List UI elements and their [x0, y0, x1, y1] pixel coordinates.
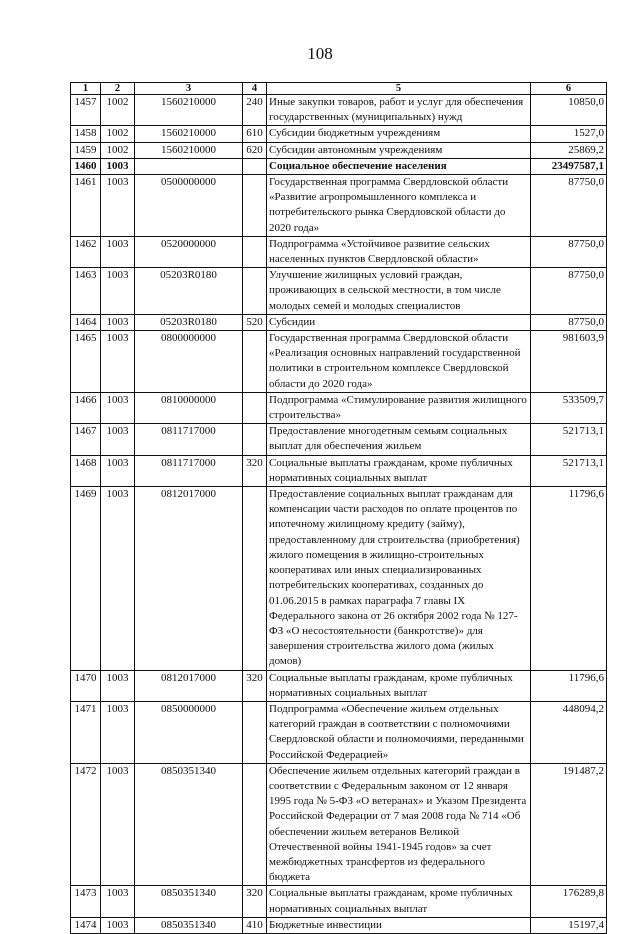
- row-number-cell: 1472: [71, 763, 101, 886]
- table-row: [71, 142, 607, 158]
- target-article-cell: 1560210000: [135, 126, 243, 142]
- section-code-cell: 1003: [101, 763, 135, 886]
- table-row: [71, 487, 607, 670]
- expense-type-cell: [243, 175, 267, 237]
- table-row: [71, 314, 607, 330]
- column-header: 3: [135, 83, 243, 95]
- expense-type-cell: [243, 236, 267, 267]
- item-name-cell: Предоставление социальных выплат гражданам для компенсации части расходов по оплате процентов по ипотечному жилищному кредиту (займу), предоставленному для строительства (приобретения) жилого помещения в жилищно-строительных кооперативах или иных специализированных потребительских кооперативах, созданных до 01.06.2015 в рамках параграфа 7 главы IX Федерального закона от 26 октября 2002 года № 127-ФЗ «О несостоятельности (банкротстве)» для завершения строительства жилого дома (жилых домов): [267, 487, 531, 670]
- target-article-cell: 0812017000: [135, 487, 243, 670]
- item-name-cell: Иные закупки товаров, работ и услуг для обеспечения государственных (муниципальных) нужд: [267, 95, 531, 126]
- amount-cell: 533509,7: [531, 392, 607, 423]
- section-code-cell: 1002: [101, 95, 135, 126]
- column-header: 4: [243, 83, 267, 95]
- target-article-cell: 0850351340: [135, 917, 243, 933]
- section-code-cell: 1003: [101, 424, 135, 455]
- budget-table: [70, 82, 607, 934]
- table-row: [71, 424, 607, 455]
- section-code-cell: 1002: [101, 126, 135, 142]
- table-row: [71, 158, 607, 174]
- item-name-cell: Социальные выплаты гражданам, кроме публичных нормативных социальных выплат: [267, 670, 531, 701]
- amount-cell: 11796,6: [531, 670, 607, 701]
- table-row: [71, 886, 607, 917]
- target-article-cell: 1560210000: [135, 142, 243, 158]
- expense-type-cell: 320: [243, 886, 267, 917]
- table-row: [71, 455, 607, 486]
- amount-cell: 448094,2: [531, 701, 607, 763]
- column-header: 6: [531, 83, 607, 95]
- row-number-cell: 1466: [71, 392, 101, 423]
- row-number-cell: 1470: [71, 670, 101, 701]
- row-number-cell: 1473: [71, 886, 101, 917]
- expense-type-cell: 320: [243, 670, 267, 701]
- table-row: [71, 268, 607, 315]
- amount-cell: 176289,8: [531, 886, 607, 917]
- amount-cell: 23497587,1: [531, 158, 607, 174]
- item-name-cell: Улучшение жилищных условий граждан, проживающих в сельской местности, в том числе молодых семей и молодых специалистов: [267, 268, 531, 315]
- expense-type-cell: 610: [243, 126, 267, 142]
- section-code-cell: 1003: [101, 670, 135, 701]
- row-number-cell: 1467: [71, 424, 101, 455]
- table-row: [71, 126, 607, 142]
- row-number-cell: 1463: [71, 268, 101, 315]
- amount-cell: 1527,0: [531, 126, 607, 142]
- target-article-cell: 0850000000: [135, 701, 243, 763]
- item-name-cell: Подпрограмма «Устойчивое развитие сельских населенных пунктов Свердловской области»: [267, 236, 531, 267]
- expense-type-cell: [243, 701, 267, 763]
- row-number-cell: 1468: [71, 455, 101, 486]
- column-header: 5: [267, 83, 531, 95]
- row-number-cell: 1458: [71, 126, 101, 142]
- column-header: 2: [101, 83, 135, 95]
- table-row: [71, 175, 607, 237]
- section-code-cell: 1003: [101, 314, 135, 330]
- target-article-cell: 05203R0180: [135, 314, 243, 330]
- target-article-cell: 0811717000: [135, 424, 243, 455]
- expense-type-cell: [243, 158, 267, 174]
- target-article-cell: 0810000000: [135, 392, 243, 423]
- item-name-cell: Подпрограмма «Стимулирование развития жилищного строительства»: [267, 392, 531, 423]
- row-number-cell: 1471: [71, 701, 101, 763]
- section-code-cell: 1003: [101, 917, 135, 933]
- target-article-cell: 05203R0180: [135, 268, 243, 315]
- expense-type-cell: [243, 424, 267, 455]
- section-code-cell: 1003: [101, 158, 135, 174]
- target-article-cell: 0811717000: [135, 455, 243, 486]
- amount-cell: 981603,9: [531, 331, 607, 393]
- item-name-cell: Государственная программа Свердловской области «Развитие агропромышленного комплекса и потребительского рынка Свердловской области до 2020 года»: [267, 175, 531, 237]
- table-row: [71, 95, 607, 126]
- item-name-cell: Субсидии автономным учреждениям: [267, 142, 531, 158]
- column-header: 1: [71, 83, 101, 95]
- item-name-cell: Социальное обеспечение населения: [267, 158, 531, 174]
- target-article-cell: 0800000000: [135, 331, 243, 393]
- item-name-cell: Социальные выплаты гражданам, кроме публичных нормативных социальных выплат: [267, 886, 531, 917]
- expense-type-cell: 520: [243, 314, 267, 330]
- amount-cell: 87750,0: [531, 236, 607, 267]
- section-code-cell: 1003: [101, 392, 135, 423]
- row-number-cell: 1460: [71, 158, 101, 174]
- amount-cell: 10850,0: [531, 95, 607, 126]
- target-article-cell: 0500000000: [135, 175, 243, 237]
- item-name-cell: Бюджетные инвестиции: [267, 917, 531, 933]
- expense-type-cell: [243, 331, 267, 393]
- item-name-cell: Подпрограмма «Обеспечение жильем отдельных категорий граждан в соответствии с полномочиями Свердловской области и полномочиями, переданными Российской Федерацией»: [267, 701, 531, 763]
- target-article-cell: [135, 158, 243, 174]
- row-number-cell: 1462: [71, 236, 101, 267]
- expense-type-cell: 620: [243, 142, 267, 158]
- section-code-cell: 1003: [101, 331, 135, 393]
- table-row: [71, 670, 607, 701]
- amount-cell: 87750,0: [531, 175, 607, 237]
- row-number-cell: 1465: [71, 331, 101, 393]
- row-number-cell: 1469: [71, 487, 101, 670]
- amount-cell: 521713,1: [531, 424, 607, 455]
- target-article-cell: 0520000000: [135, 236, 243, 267]
- target-article-cell: 1560210000: [135, 95, 243, 126]
- section-code-cell: 1003: [101, 268, 135, 315]
- amount-cell: 11796,6: [531, 487, 607, 670]
- table-row: [71, 917, 607, 933]
- amount-cell: 521713,1: [531, 455, 607, 486]
- amount-cell: 25869,2: [531, 142, 607, 158]
- target-article-cell: 0850351340: [135, 763, 243, 886]
- table-row: [71, 392, 607, 423]
- row-number-cell: 1457: [71, 95, 101, 126]
- expense-type-cell: 320: [243, 455, 267, 486]
- section-code-cell: 1003: [101, 175, 135, 237]
- section-code-cell: 1003: [101, 487, 135, 670]
- row-number-cell: 1464: [71, 314, 101, 330]
- expense-type-cell: [243, 763, 267, 886]
- table-row: [71, 763, 607, 886]
- item-name-cell: Социальные выплаты гражданам, кроме публичных нормативных социальных выплат: [267, 455, 531, 486]
- row-number-cell: 1459: [71, 142, 101, 158]
- table-row: [71, 701, 607, 763]
- expense-type-cell: [243, 392, 267, 423]
- section-code-cell: 1003: [101, 701, 135, 763]
- expense-type-cell: 410: [243, 917, 267, 933]
- item-name-cell: Предоставление многодетным семьям социальных выплат для обеспечения жильем: [267, 424, 531, 455]
- target-article-cell: 0850351340: [135, 886, 243, 917]
- section-code-cell: 1003: [101, 455, 135, 486]
- page-number: 108: [307, 44, 333, 63]
- header-row: [71, 83, 607, 95]
- row-number-cell: 1474: [71, 917, 101, 933]
- item-name-cell: Субсидии бюджетным учреждениям: [267, 126, 531, 142]
- section-code-cell: 1003: [101, 236, 135, 267]
- expense-type-cell: [243, 487, 267, 670]
- amount-cell: 15197,4: [531, 917, 607, 933]
- expense-type-cell: [243, 268, 267, 315]
- amount-cell: 191487,2: [531, 763, 607, 886]
- item-name-cell: Субсидии: [267, 314, 531, 330]
- table-row: [71, 331, 607, 393]
- amount-cell: 87750,0: [531, 314, 607, 330]
- expense-type-cell: 240: [243, 95, 267, 126]
- item-name-cell: Государственная программа Свердловской области «Реализация основных направлений государственной политики в строительном комплексе Свердловской области до 2020 года»: [267, 331, 531, 393]
- item-name-cell: Обеспечение жильем отдельных категорий граждан в соответствии с Федеральным законом от 12 января 1995 года № 5-ФЗ «О ветеранах» и Указом Президента Российской Федерации от 7 мая 2008 года № 714 «Об обеспечении жильем ветеранов Великой Отечественной войны 1941-1945 годов» за счет межбюджетных трансфертов из федерального бюджета: [267, 763, 531, 886]
- amount-cell: 87750,0: [531, 268, 607, 315]
- table-row: [71, 236, 607, 267]
- target-article-cell: 0812017000: [135, 670, 243, 701]
- section-code-cell: 1002: [101, 142, 135, 158]
- section-code-cell: 1003: [101, 886, 135, 917]
- row-number-cell: 1461: [71, 175, 101, 237]
